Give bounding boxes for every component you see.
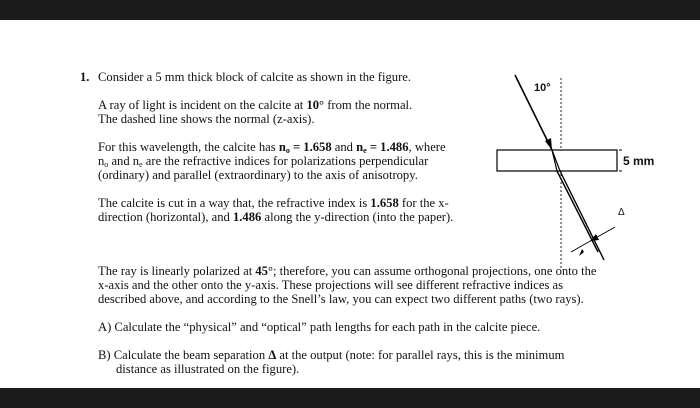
cut-text-post: for the x- — [398, 196, 449, 210]
intro-text: Consider a 5 mm thick block of calcite as shown in the figure. — [98, 70, 412, 84]
cut-value-x: 1.658 — [370, 196, 399, 210]
ne-subscript: e — [363, 146, 367, 155]
output-ray-2 — [560, 171, 604, 260]
cut-text-pre: The calcite is cut in a way that, the refractive index is — [98, 196, 371, 210]
idx2-n: n — [98, 154, 105, 168]
separation-arrow-2 — [579, 249, 584, 256]
bottom-dark-border — [0, 388, 700, 408]
pol-pre: The ray is linearly polarized at — [98, 264, 256, 278]
index-paragraph-line3: (ordinary) and parallel (extraordinary) to the axis of anisotropy. — [98, 168, 418, 182]
no-symbol: n — [278, 140, 286, 154]
index-text-pre: For this wavelength, the calcite has — [98, 140, 279, 154]
part-b-line2: distance as illustrated on the figure). — [116, 362, 300, 376]
thickness-label: 5 mm — [623, 154, 655, 168]
index-and: and — [331, 140, 357, 154]
part-b-delta: Δ — [268, 348, 277, 362]
idx2-rest: are the refractive indices for polarizations perpendicular — [142, 154, 429, 168]
no-value: = 1.658 — [289, 140, 332, 154]
top-dark-border — [0, 0, 700, 20]
ne-symbol: n — [356, 140, 364, 154]
cut-value-y: 1.486 — [232, 210, 262, 224]
index-text-post: , where — [408, 140, 446, 154]
idx2-and-n: and n — [108, 154, 140, 168]
cut2-pre: direction (horizontal), and — [98, 210, 233, 224]
pol-post: ; therefore, you can assume orthogonal projections, one onto the — [273, 264, 597, 278]
ray-text-post: from the normal. — [324, 98, 413, 112]
idx2-e-sub: e — [139, 160, 143, 169]
part-b-pre: B) Calculate the beam separation — [98, 348, 269, 362]
idx2-o-sub: o — [104, 160, 109, 169]
calcite-block — [497, 150, 617, 171]
incidence-angle: 10° — [306, 98, 325, 112]
part-a: A) Calculate the “physical” and “optical” path lengths for each path in the calcite piece. — [98, 320, 541, 334]
part-b-post: at the output (note: for parallel rays, this is the minimum — [276, 348, 565, 362]
incident-ray-arrowhead — [545, 138, 552, 150]
calcite-figure — [0, 20, 700, 388]
ray-paragraph-line2: The dashed line shows the normal (z-axis). — [98, 112, 315, 126]
no-subscript: o — [285, 146, 290, 155]
ray-text-pre: A ray of light is incident on the calcite at — [98, 98, 307, 112]
polarization-line3: described above, and according to the Snell’s law, you can expect two different paths (two rays). — [98, 292, 584, 306]
ne-value: = 1.486 — [366, 140, 409, 154]
angle-label: 10° — [534, 82, 551, 94]
problem-number: 1. — [80, 70, 90, 84]
polarization-line2: x-axis and the other onto the y-axis. These projections will see different refractive indices as — [98, 278, 563, 292]
delta-label: Δ — [618, 207, 625, 218]
document-page — [0, 20, 700, 388]
polarization-angle: 45° — [255, 264, 273, 278]
cut2-post: along the y-direction (into the paper). — [261, 210, 454, 224]
